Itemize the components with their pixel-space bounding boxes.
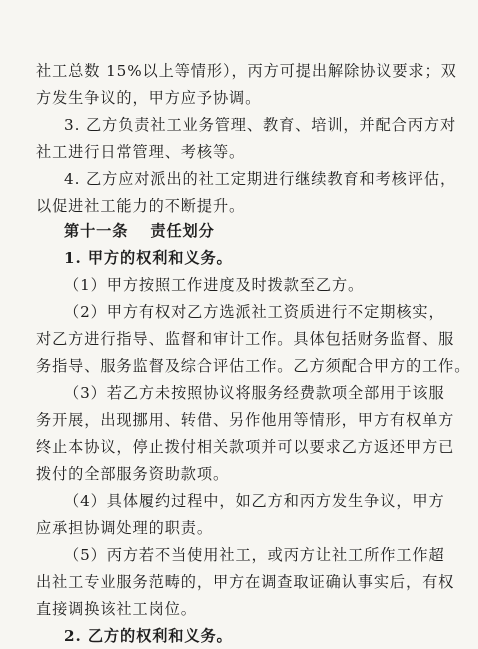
list-item-line: （4）具体履约过程中，如乙方和丙方发生争议，甲方 — [64, 492, 445, 510]
list-item-line: 终止本协议，停止拨付相关款项并可以要求乙方返还甲方已 — [36, 438, 455, 456]
list-item-line: （5）丙方若不当使用社工，或丙方让社工所作工作超 — [64, 546, 445, 564]
list-item-line: 出社工专业服务范畴的，甲方在调查取证确认事实后，有权 — [36, 573, 455, 591]
paragraph-line: 方发生争议的，甲方应予协调。 — [36, 89, 262, 107]
paragraph-line: 以促进社工能力的不断提升。 — [36, 197, 246, 215]
list-item-line: （3）若乙方未按照协议将服务经费款项全部用于该服 — [64, 384, 445, 402]
list-item-line: 直接调换该社工岗位。 — [36, 600, 197, 618]
list-item-line: 对乙方进行指导、监督和审计工作。具体包括财务监督、服 — [36, 330, 455, 348]
paragraph-line: 社工进行日常管理、考核等。 — [36, 143, 246, 161]
list-item-line: 应承担协调处理的职责。 — [36, 519, 213, 537]
article-title: 责任划分 — [150, 222, 215, 240]
paragraph-line: 3. 乙方负责社工业务管理、教育、培训，并配合丙方对 — [64, 116, 457, 134]
section-heading: 2. 乙方的权利和义务。 — [64, 627, 233, 645]
section-heading: 1. 甲方的权利和义务。 — [64, 249, 233, 267]
paragraph-line: 4. 乙方应对派出的社工定期进行继续教育和考核评估， — [64, 170, 457, 188]
list-item-line: 务指导、服务监督及综合评估工作。乙方须配合甲方的工作。 — [36, 357, 471, 375]
list-item-line: 拨付的全部服务资助款项。 — [36, 465, 230, 483]
list-item-line: 务开展，出现挪用、转借、另作他用等情形，甲方有权单方 — [36, 411, 455, 429]
article-heading — [64, 221, 215, 241]
list-item-line: （2）甲方有权对乙方选派社工资质进行不定期核实， — [64, 303, 445, 321]
article-number: 第十一条 — [64, 222, 129, 240]
paragraph-line: 社工总数 15%以上等情形），丙方可提出解除协议要求；双 — [36, 62, 457, 80]
list-item-line: （1）甲方按照工作进度及时拨款至乙方。 — [64, 276, 365, 294]
